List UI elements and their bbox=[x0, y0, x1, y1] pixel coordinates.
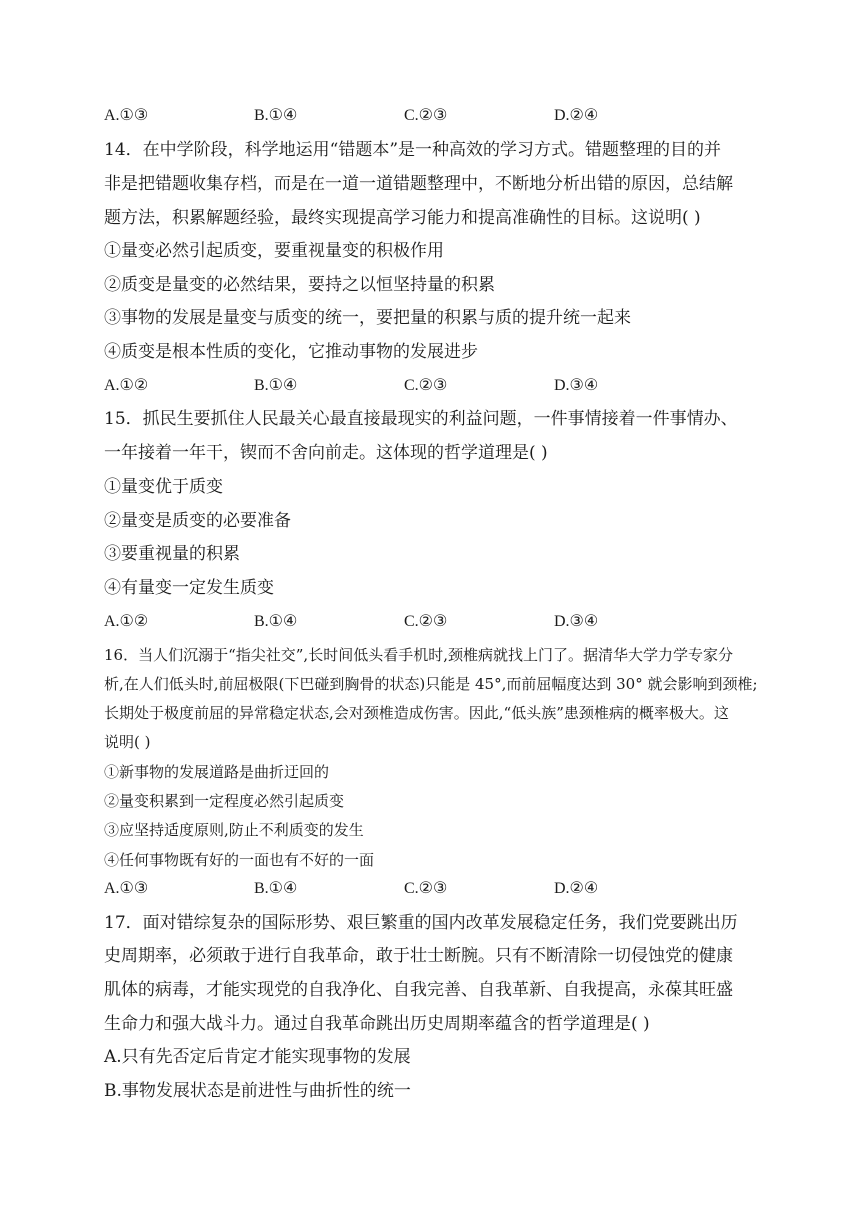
option-b: B.①④ bbox=[254, 613, 298, 630]
q17-stem-line-3: 肌体的病毒，才能实现党的自我净化、自我完善、自我革新、自我提高，永葆其旺盛 bbox=[104, 980, 733, 1000]
q17-option-b: B.事物发展状态是前进性与曲折性的统一 bbox=[104, 1081, 411, 1101]
q16-item-4: ④任何事物既有好的一面也有不好的一面 bbox=[104, 851, 375, 869]
q16-stem-line-1: 16．当人们沉溺于“指尖社交”,长时间低头看手机时,颈椎病就找上门了。据清华大学力学专家分 bbox=[104, 646, 733, 664]
q16-item-2: ②量变积累到一定程度必然引起质变 bbox=[104, 792, 345, 810]
option-a: A.①② bbox=[104, 613, 149, 630]
q15-item-1: ①量变优于质变 bbox=[104, 477, 223, 497]
option-d: D.②④ bbox=[554, 107, 599, 124]
option-a: A.①② bbox=[104, 377, 149, 394]
q16-stem-line-4: 说明( ) bbox=[104, 733, 151, 751]
q13-options bbox=[104, 106, 744, 126]
q14-stem-line-2: 非是把错题收集存档，而是在一道一道错题整理中，不断地分析出错的原因，总结解 bbox=[104, 174, 733, 194]
q15-stem-line-1: 15．抓民生要抓住人民最关心最直接最现实的利益问题，一件事情接着一件事情办、 bbox=[104, 409, 738, 429]
option-b: B.①④ bbox=[254, 880, 298, 897]
q16-options bbox=[104, 879, 744, 899]
q14-options bbox=[104, 376, 744, 396]
q14-item-4: ④质变是根本性质的变化，它推动事物的发展进步 bbox=[104, 342, 478, 362]
q15-item-3: ③要重视量的积累 bbox=[104, 544, 240, 564]
q14-stem-line-3: 题方法，积累解题经验，最终实现提高学习能力和提高准确性的目标。这说明( ) bbox=[104, 208, 701, 228]
q15-options bbox=[104, 612, 744, 632]
option-d: D.②④ bbox=[554, 880, 599, 897]
q14-item-2: ②质变是量变的必然结果，要持之以恒坚持量的积累 bbox=[104, 275, 495, 295]
q14-item-1: ①量变必然引起质变，要重视量变的积极作用 bbox=[104, 241, 444, 261]
q15-item-4: ④有量变一定发生质变 bbox=[104, 578, 274, 598]
q14-item-3: ③事物的发展是量变与质变的统一，要把量的积累与质的提升统一起来 bbox=[104, 308, 631, 328]
option-b: B.①④ bbox=[254, 107, 298, 124]
option-a: A.①③ bbox=[104, 107, 149, 124]
option-b: B.①④ bbox=[254, 377, 298, 394]
q14-stem-line-1: 14．在中学阶段，科学地运用“错题本”是一种高效的学习方式。错题整理的目的并 bbox=[104, 140, 722, 160]
q16-stem-line-2: 析,在人们低头时,前屈极限(下巴碰到胸骨的状态)只能是 45°,而前屈幅度达到 30° 就会影响到颈椎; bbox=[104, 675, 758, 693]
option-c: C.②③ bbox=[404, 377, 448, 394]
q17-stem-line-4: 生命力和强大战斗力。通过自我革命跳出历史周期率蕴含的哲学道理是( ) bbox=[104, 1014, 650, 1034]
q16-stem-line-3: 长期处于极度前屈的异常稳定状态,会对颈椎造成伤害。因此,“低头族”患颈椎病的概率极大。这 bbox=[104, 704, 729, 722]
q15-stem-line-2: 一年接着一年干，锲而不舍向前走。这体现的哲学道理是( ) bbox=[104, 443, 548, 463]
q17-stem-line-1: 17．面对错综复杂的国际形势、艰巨繁重的国内改革发展稳定任务，我们党要跳出历 bbox=[104, 913, 738, 933]
option-d: D.③④ bbox=[554, 613, 599, 630]
option-c: C.②③ bbox=[404, 107, 448, 124]
q16-item-1: ①新事物的发展道路是曲折迂回的 bbox=[104, 763, 330, 781]
option-d: D.③④ bbox=[554, 377, 599, 394]
option-c: C.②③ bbox=[404, 613, 448, 630]
q16-item-3: ③应坚持适度原则,防止不利质变的发生 bbox=[104, 821, 364, 839]
q17-stem-line-2: 史周期率，必须敢于进行自我革命，敢于壮士断腕。只有不断清除一切侵蚀党的健康 bbox=[104, 946, 733, 966]
option-a: A.①③ bbox=[104, 880, 149, 897]
q15-item-2: ②量变是质变的必要准备 bbox=[104, 511, 291, 531]
q17-option-a: A.只有先否定后肯定才能实现事物的发展 bbox=[104, 1047, 411, 1067]
option-c: C.②③ bbox=[404, 880, 448, 897]
